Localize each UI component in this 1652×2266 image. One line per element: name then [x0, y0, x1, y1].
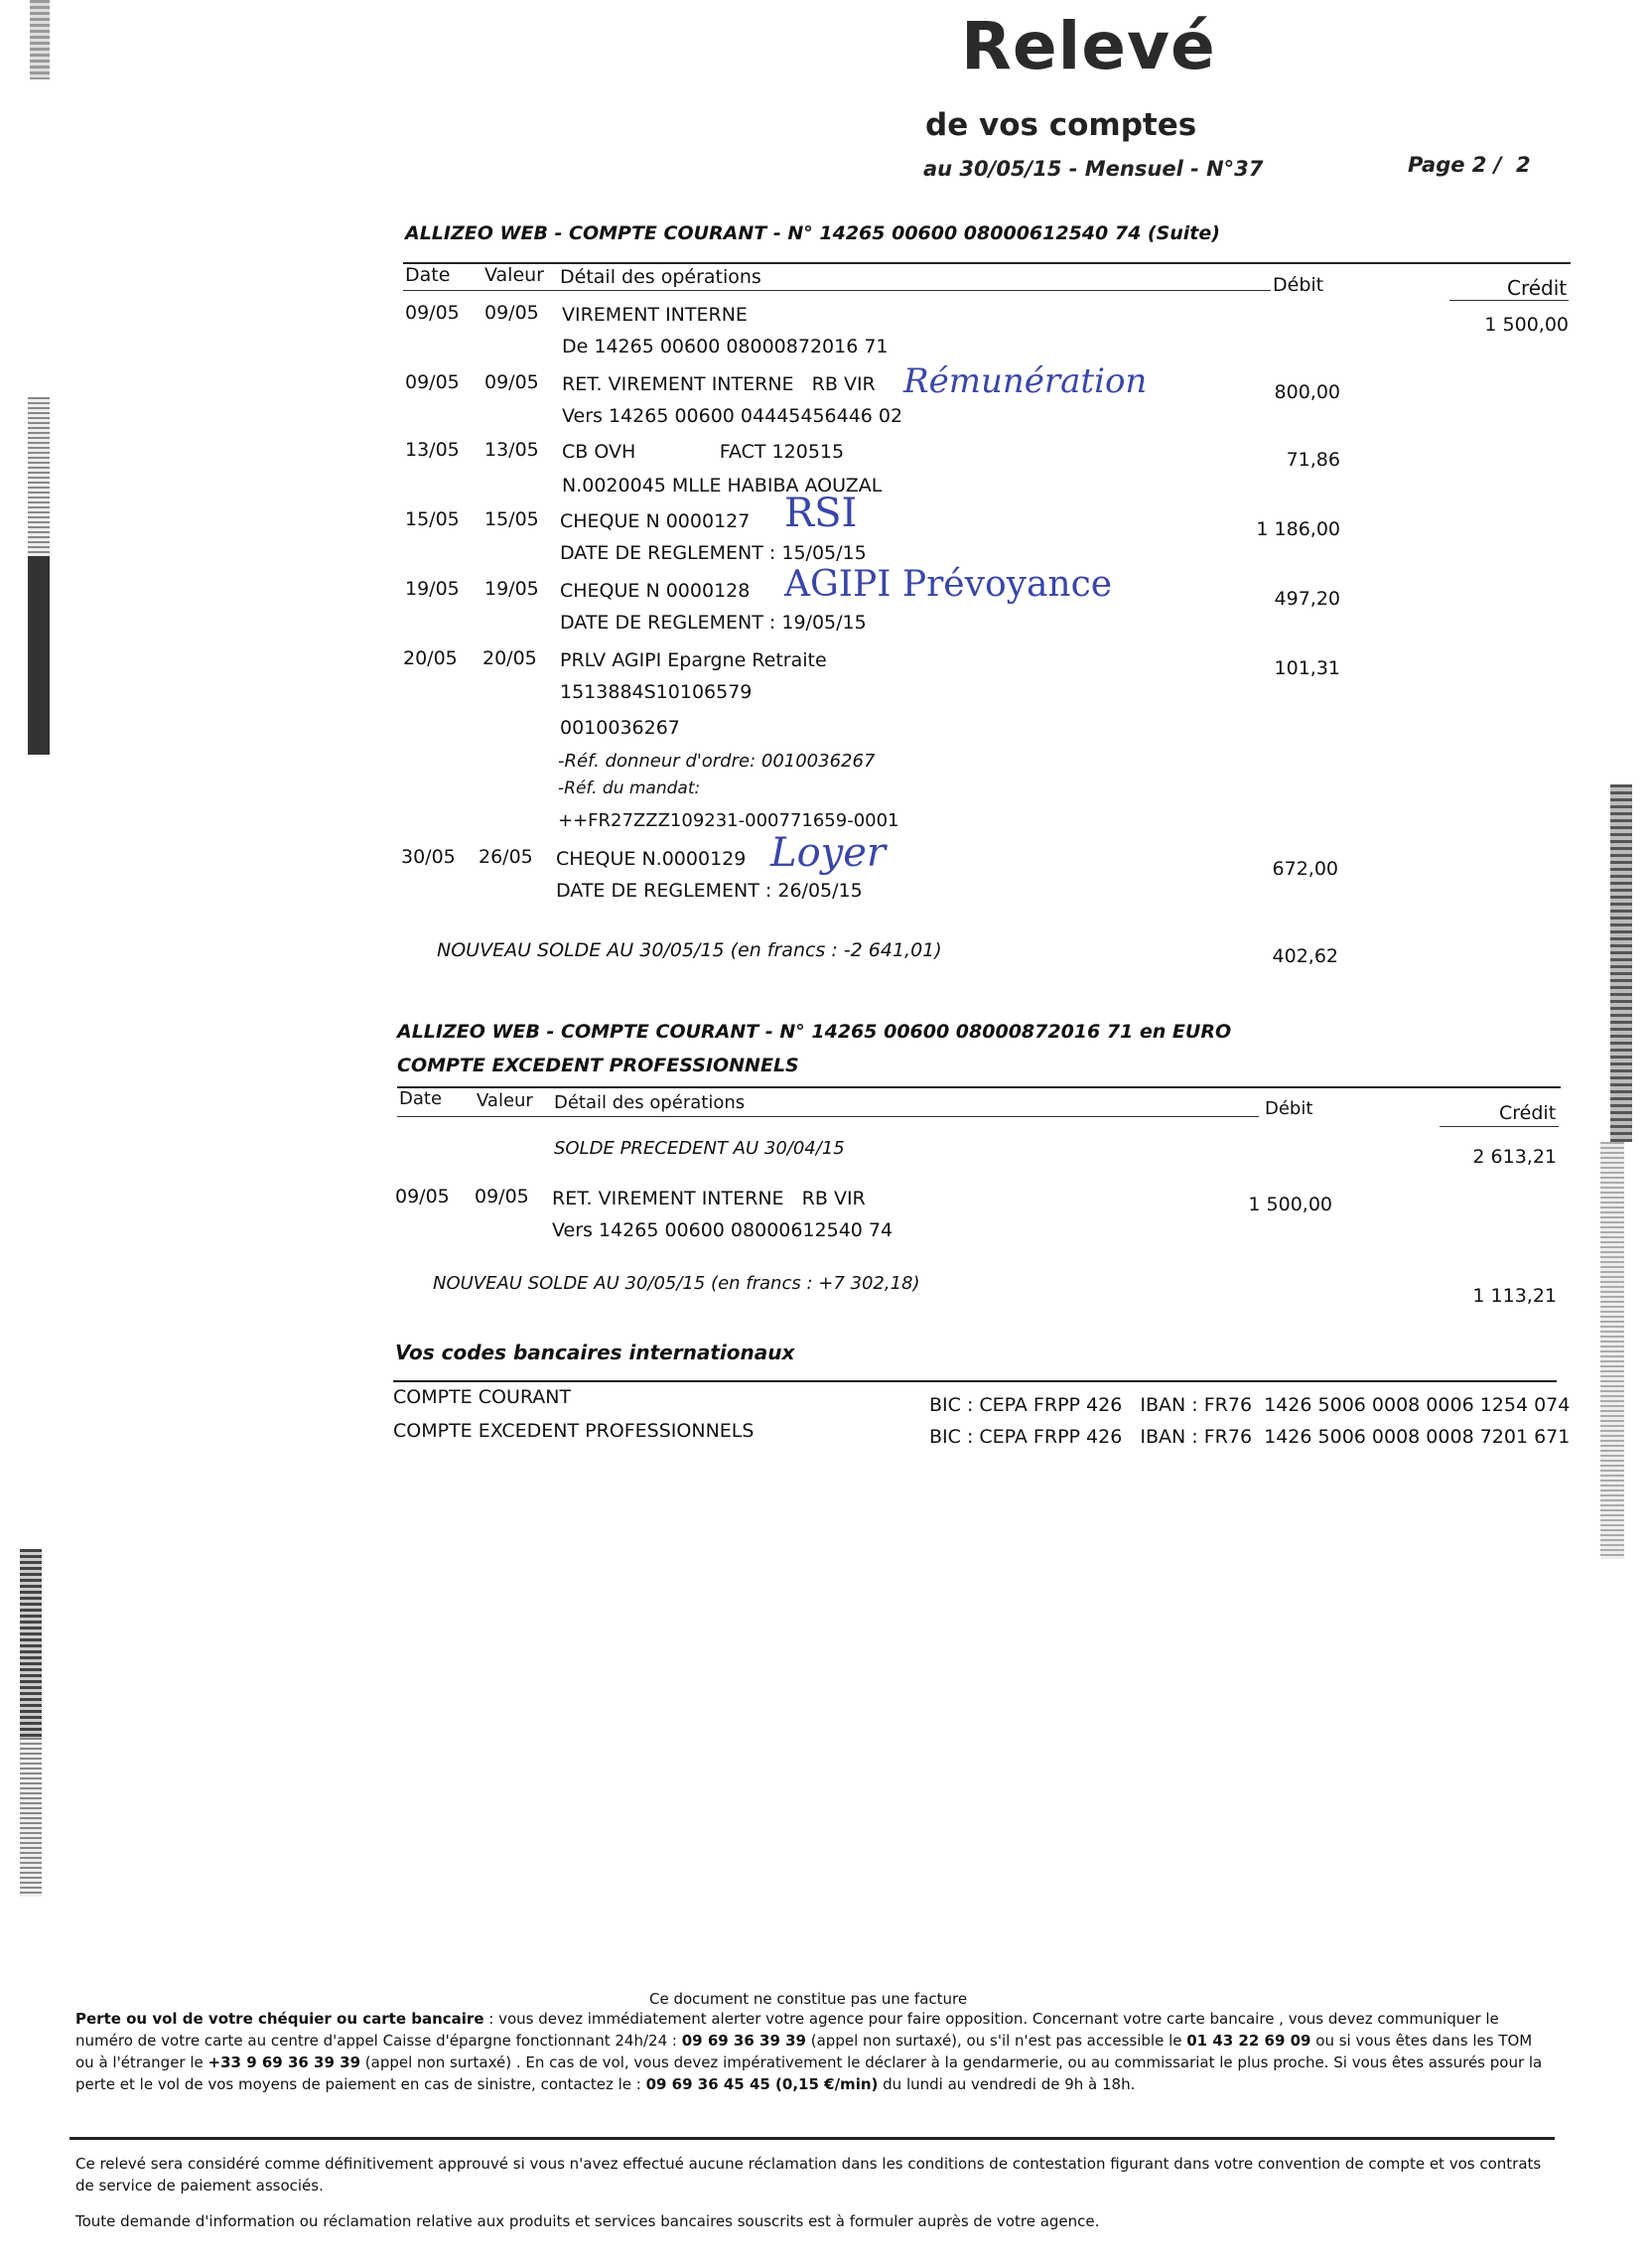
table-row-valeur: 20/05 [482, 647, 537, 669]
table-row-date: 19/05 [405, 578, 460, 600]
table-row-valeur: 13/05 [484, 439, 539, 461]
loss-title: Perte ou vol de votre chéquier ou carte bancaire [75, 2010, 484, 2028]
table-row-debit: 101,31 [1274, 657, 1340, 679]
account1-rule-header-right [1449, 300, 1569, 301]
account2-balance-credit: 1 113,21 [1472, 1285, 1557, 1307]
account1-rule-top [403, 262, 1571, 264]
table-row-date: 09/05 [405, 371, 460, 393]
iban-label: COMPTE COURANT [393, 1386, 572, 1408]
table-row-debit: 497,20 [1274, 588, 1340, 610]
iban-label: COMPTE EXCEDENT PROFESSIONNELS [393, 1420, 755, 1442]
scan-artifact-left-top [30, 0, 50, 79]
account2-previous-credit: 2 613,21 [1472, 1146, 1557, 1168]
table-row-detail: Vers 14265 00600 08000612540 74 [552, 1219, 894, 1241]
codes-title: Vos codes bancaires internationaux [395, 1341, 795, 1364]
table-row-debit: 672,00 [1272, 858, 1338, 880]
table-row-valeur: 26/05 [479, 846, 533, 868]
table-row-detail: CB OVH FACT 120515 [562, 441, 845, 463]
statement-period: au 30/05/15 - Mensuel - N°37 [923, 157, 1264, 181]
col-valeur: Valeur [484, 264, 544, 286]
account2-rule-top [397, 1086, 1561, 1088]
table-row-date: 13/05 [405, 439, 460, 461]
iban-value: BIC : CEPA FRPP 426 IBAN : FR76 1426 5006 0008 0008 7201 671 [929, 1426, 1571, 1448]
table-row-debit: 1 500,00 [1248, 1194, 1332, 1215]
table-row-detail: De 14265 00600 08000872016 71 [562, 336, 889, 357]
account1-balance-label: NOUVEAU SOLDE AU 30/05/15 (en francs : -2 641,01) [437, 939, 942, 961]
codes-rule [393, 1380, 1557, 1382]
table-row-date: 09/05 [395, 1186, 450, 1207]
table-row-detail: CHEQUE N.0000129 [556, 848, 747, 870]
statement-subtitle: de vos comptes [925, 107, 1197, 143]
col-detail: Détail des opérations [554, 1092, 746, 1113]
col-debit: Débit [1265, 1098, 1313, 1119]
account2-subtitle: COMPTE EXCEDENT PROFESSIONNELS [397, 1055, 799, 1076]
scan-artifact-right-2 [1600, 1142, 1624, 1559]
statement-title: Relevé [961, 8, 1216, 84]
scan-artifact-left-3 [20, 1549, 42, 1738]
phone-number: 09 69 36 45 45 (0,15 €/min) [645, 2075, 879, 2093]
scan-artifact-left-4 [20, 1738, 42, 1897]
table-row-detail: CHEQUE N 0000127 [560, 510, 751, 532]
iban-value: BIC : CEPA FRPP 426 IBAN : FR76 1426 5006 0008 0006 1254 074 [929, 1394, 1571, 1416]
table-row-detail: VIREMENT INTERNE [562, 304, 748, 326]
table-row-detail: 0010036267 [560, 717, 680, 739]
handwritten-note: RSI [784, 491, 858, 536]
table-row-detail: 1513884S10106579 [560, 681, 753, 703]
table-row-date: 30/05 [401, 846, 456, 868]
table-row-date: 09/05 [405, 302, 460, 324]
table-row-detail: PRLV AGIPI Epargne Retraite [560, 649, 827, 671]
account2-rule-header [397, 1116, 1259, 1117]
account2-title: ALLIZEO WEB - COMPTE COURANT - N° 14265 00600 08000872016 71 en EURO [397, 1021, 1232, 1043]
phone-number: 01 43 22 69 09 [1186, 2032, 1311, 2050]
loss-notice [75, 2008, 1555, 2095]
loss-text: : vous devez immédiatement alerter votre agence pour faire opposition. Concernant votre carte bancaire , vous devez communiquer le numéro de votre carte au centre d'appel Caisse d'épargne fonctionnant 24h/24 : [75, 2010, 1499, 2050]
table-row-debit: 1 186,00 [1256, 518, 1340, 540]
col-detail: Détail des opérations [560, 266, 761, 288]
table-row-detail: N.0020045 MLLE HABIBA AOUZAL [562, 475, 883, 496]
scan-artifact-left-2 [28, 556, 50, 755]
loss-text: (appel non surtaxé) . En cas de vol, vous devez impérativement le déclarer à la gendarmerie, ou au commissariat le plus proche. Si vous êtes assurés pour la perte et le vol de vos moyens de paiement en cas de sinistre, contactez le : [75, 2054, 1543, 2093]
phone-number: +33 9 69 36 39 39 [207, 2054, 361, 2071]
table-row-detail: DATE DE REGLEMENT : 15/05/15 [560, 542, 867, 564]
table-row-credit: 1 500,00 [1484, 314, 1569, 336]
table-row-detail: DATE DE REGLEMENT : 26/05/15 [556, 880, 863, 902]
table-row-detail: DATE DE REGLEMENT : 19/05/15 [560, 612, 867, 634]
legal-approval: Ce relevé sera considéré comme définitivement approuvé si vous n'avez effectué aucune réclamation dans les conditions de contestation figurant dans votre convention de compte et vos contrats de service de paiement associés. [75, 2155, 1542, 2195]
scan-artifact-left-1 [28, 397, 50, 556]
phone-number: 09 69 36 39 39 [681, 2032, 806, 2050]
loss-text: ou si vous êtes dans les TOM ou à l'étranger le [75, 2032, 1533, 2071]
table-row-detail: RET. VIREMENT INTERNE RB VIR [562, 373, 876, 395]
loss-text: (appel non surtaxé), ou s'il n'est pas accessible le [805, 2032, 1187, 2050]
table-row-detail: -Réf. donneur d'ordre: 0010036267 [558, 751, 876, 772]
legal-contact: Toute demande d'information ou réclamation relative aux produits et services bancaires souscrits est à formuler auprès de votre agence. [75, 2212, 1100, 2230]
account2-rule-header-right [1440, 1126, 1559, 1127]
table-row-detail: -Réf. du mandat: [558, 779, 701, 798]
col-credit: Crédit [1499, 1102, 1557, 1124]
table-row-detail: CHEQUE N 0000128 [560, 580, 751, 602]
table-row-valeur: 19/05 [484, 578, 539, 600]
table-row-valeur: 09/05 [475, 1186, 529, 1207]
account1-rule-header [403, 290, 1271, 291]
page-number: Page 2 / 2 [1408, 153, 1531, 177]
table-row-valeur: 09/05 [484, 302, 539, 324]
table-row-date: 20/05 [403, 647, 458, 669]
handwritten-note: Rémunération [903, 361, 1148, 401]
col-valeur: Valeur [477, 1090, 533, 1111]
loss-text: du lundi au vendredi de 9h à 18h. [878, 2075, 1136, 2093]
footer-rule [69, 2137, 1555, 2140]
account1-balance-debit: 402,62 [1272, 945, 1338, 967]
scan-artifact-right-1 [1610, 784, 1632, 1142]
col-credit: Crédit [1507, 276, 1568, 300]
handwritten-note: AGIPI Prévoyance [784, 564, 1113, 605]
table-row-detail: ++FR27ZZZ109231-000771659-0001 [558, 810, 899, 831]
table-row-valeur: 09/05 [484, 371, 539, 393]
col-date: Date [405, 264, 451, 286]
account2-balance-label: NOUVEAU SOLDE AU 30/05/15 (en francs : +7 302,18) [433, 1273, 920, 1294]
table-row-valeur: 15/05 [484, 508, 539, 530]
account1-title: ALLIZEO WEB - COMPTE COURANT - N° 14265 00600 08000612540 74 (Suite) [405, 222, 1220, 244]
table-row-debit: 800,00 [1274, 381, 1340, 403]
col-date: Date [399, 1088, 443, 1109]
handwritten-note: Loyer [770, 830, 887, 876]
table-row-detail: RET. VIREMENT INTERNE RB VIR [552, 1188, 866, 1209]
table-row-debit: 71,86 [1286, 449, 1340, 471]
invoice-notice: Ce document ne constitue pas une facture [649, 1990, 968, 2008]
table-row-detail: Vers 14265 00600 04445456446 02 [562, 405, 903, 427]
table-row-date: 15/05 [405, 508, 460, 530]
col-debit: Débit [1273, 274, 1324, 296]
account2-previous-label: SOLDE PRECEDENT AU 30/04/15 [554, 1138, 845, 1159]
